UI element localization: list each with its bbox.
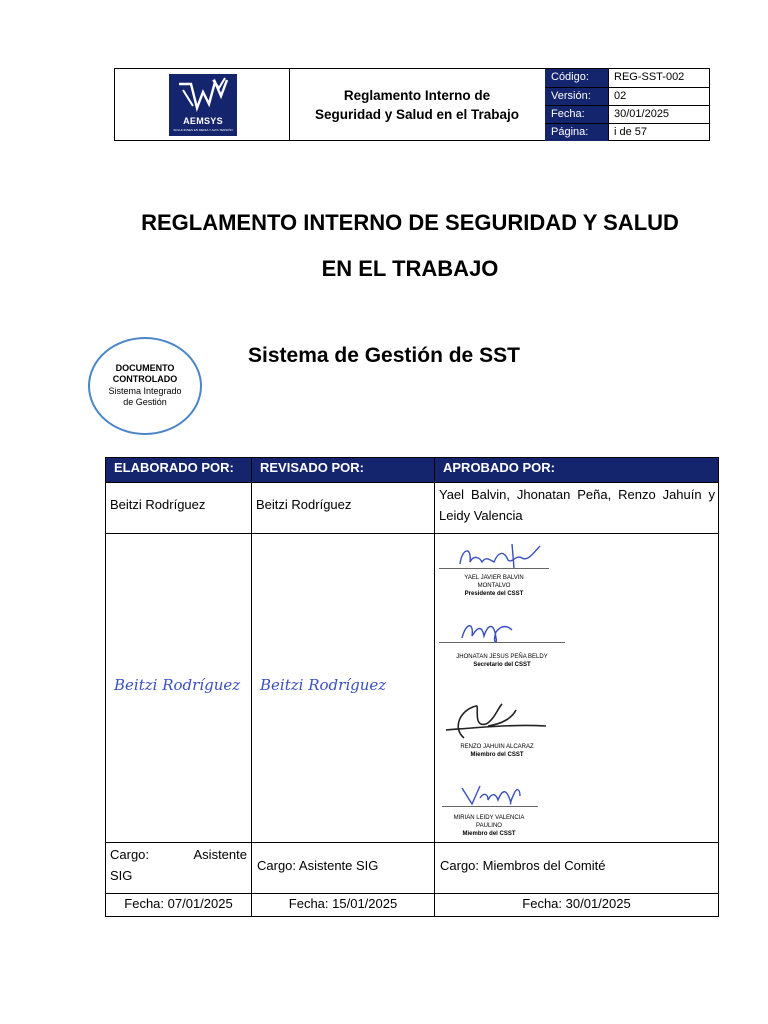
meta-key: Versión: bbox=[545, 88, 609, 106]
approver-1-name-2: MONTALVO bbox=[477, 583, 511, 589]
tick-mark bbox=[434, 764, 435, 773]
signature-revisado bbox=[258, 668, 388, 698]
column-divider bbox=[434, 458, 435, 916]
stamp-heading bbox=[90, 363, 200, 385]
header-aprobado: APROBADO POR: bbox=[435, 458, 718, 482]
document-subtitle: Sistema de Gestión de SST bbox=[248, 344, 520, 367]
document-title-line1: REGLAMENTO INTERNO DE SEGURIDAD Y SALUD bbox=[141, 210, 679, 235]
aprobado-names: Yael Balvin, Jhonatan Peña, Renzo Jahuín y Leidy Valencia bbox=[439, 487, 715, 523]
cargo-label: Cargo: bbox=[110, 847, 150, 862]
stamp-body bbox=[90, 386, 200, 408]
row-divider bbox=[106, 842, 718, 843]
elaborado-name: Beitzi Rodríguez bbox=[110, 497, 206, 512]
approver-4-caption bbox=[439, 814, 539, 838]
signature-script: Beitzi Rodríguez bbox=[260, 676, 387, 694]
header-title-line1: Reglamento Interno de bbox=[343, 87, 491, 103]
elaborado-date: Fecha: 07/01/2025 bbox=[124, 896, 233, 911]
company-logo bbox=[169, 74, 237, 136]
stamp-line1: DOCUMENTO bbox=[115, 363, 175, 373]
cargo-value: Asistente bbox=[193, 847, 247, 862]
meta-value: 30/01/2025 bbox=[614, 108, 670, 120]
logo-cell bbox=[115, 69, 290, 140]
column-divider bbox=[251, 458, 252, 916]
row-divider bbox=[106, 482, 718, 483]
signature-line bbox=[442, 806, 538, 807]
revisado-cargo: Cargo: Asistente SIG bbox=[257, 858, 379, 873]
approver-1-name: YAEL JAVIER BALVIN bbox=[464, 575, 524, 581]
stamp-line2: CONTROLADO bbox=[112, 374, 178, 384]
logo-wordmark: AEMSYS bbox=[183, 116, 223, 126]
document-header bbox=[114, 68, 710, 141]
cargo-value-2: SIG bbox=[110, 868, 133, 883]
meta-row-code bbox=[545, 69, 710, 87]
meta-row-version bbox=[545, 87, 710, 106]
approver-3-name: RENZO JAHUIN ALCARAZ bbox=[460, 744, 534, 750]
approver-3-caption bbox=[439, 743, 555, 759]
signature-approver-4 bbox=[458, 782, 524, 808]
signature-line bbox=[439, 642, 565, 643]
stamp-line4: de Gestión bbox=[123, 397, 167, 407]
signature-elaborado bbox=[112, 668, 242, 698]
approver-2-name: JHONATAN JESUS PEÑA BELDY bbox=[456, 654, 548, 660]
signature-script: Beitzi Rodríguez bbox=[114, 676, 241, 694]
approver-1-caption bbox=[439, 574, 549, 598]
meta-value: i de 57 bbox=[614, 126, 648, 138]
meta-value: 02 bbox=[614, 90, 627, 102]
header-title bbox=[290, 69, 544, 140]
approver-1-role: Presidente del CSST bbox=[464, 591, 524, 597]
stamp-line3: Sistema Integrado bbox=[108, 386, 182, 396]
header-revisado: REVISADO POR: bbox=[252, 458, 434, 482]
tick-mark bbox=[434, 677, 435, 686]
approver-4-role: Miembro del CSST bbox=[462, 831, 516, 837]
header-elaborado: ELABORADO POR: bbox=[106, 458, 251, 482]
row-divider bbox=[106, 533, 718, 534]
header-title-line2: Seguridad y Salud en el Trabajo bbox=[314, 106, 520, 122]
aprobado-cargo: Cargo: Miembros del Comité bbox=[440, 858, 606, 873]
meta-row-date bbox=[545, 105, 710, 124]
approver-2-caption bbox=[439, 653, 565, 669]
meta-row-page bbox=[545, 123, 710, 141]
meta-key: Página: bbox=[545, 124, 609, 141]
signature-line bbox=[439, 568, 549, 569]
approver-4-name-2: PAULINO bbox=[476, 823, 502, 829]
meta-key: Código: bbox=[545, 69, 609, 87]
approver-3-role: Miembro del CSST bbox=[470, 752, 524, 758]
tick-mark bbox=[434, 598, 435, 607]
logo-tagline: SOLUCIONES EN MEDIA Y ALTA TENSIÓN bbox=[173, 128, 233, 132]
meta-value: REG-SST-002 bbox=[614, 71, 685, 83]
elaborado-cargo bbox=[110, 844, 247, 886]
approver-2-role: Secretario del CSST bbox=[473, 662, 531, 668]
document-title-line2: EN EL TRABAJO bbox=[321, 256, 499, 281]
meta-key: Fecha: bbox=[545, 106, 609, 124]
controlled-document-stamp bbox=[88, 337, 202, 435]
approver-4-name: MIRIAN LEIDY VALENCIA bbox=[453, 815, 525, 821]
signature-approver-3 bbox=[442, 698, 552, 744]
document-meta-table bbox=[545, 69, 710, 140]
approval-table bbox=[105, 457, 719, 917]
revisado-date: Fecha: 15/01/2025 bbox=[288, 896, 398, 911]
logo-mark-icon bbox=[169, 74, 237, 116]
aprobado-date: Fecha: 30/01/2025 bbox=[522, 896, 631, 911]
revisado-name: Beitzi Rodríguez bbox=[256, 497, 352, 512]
